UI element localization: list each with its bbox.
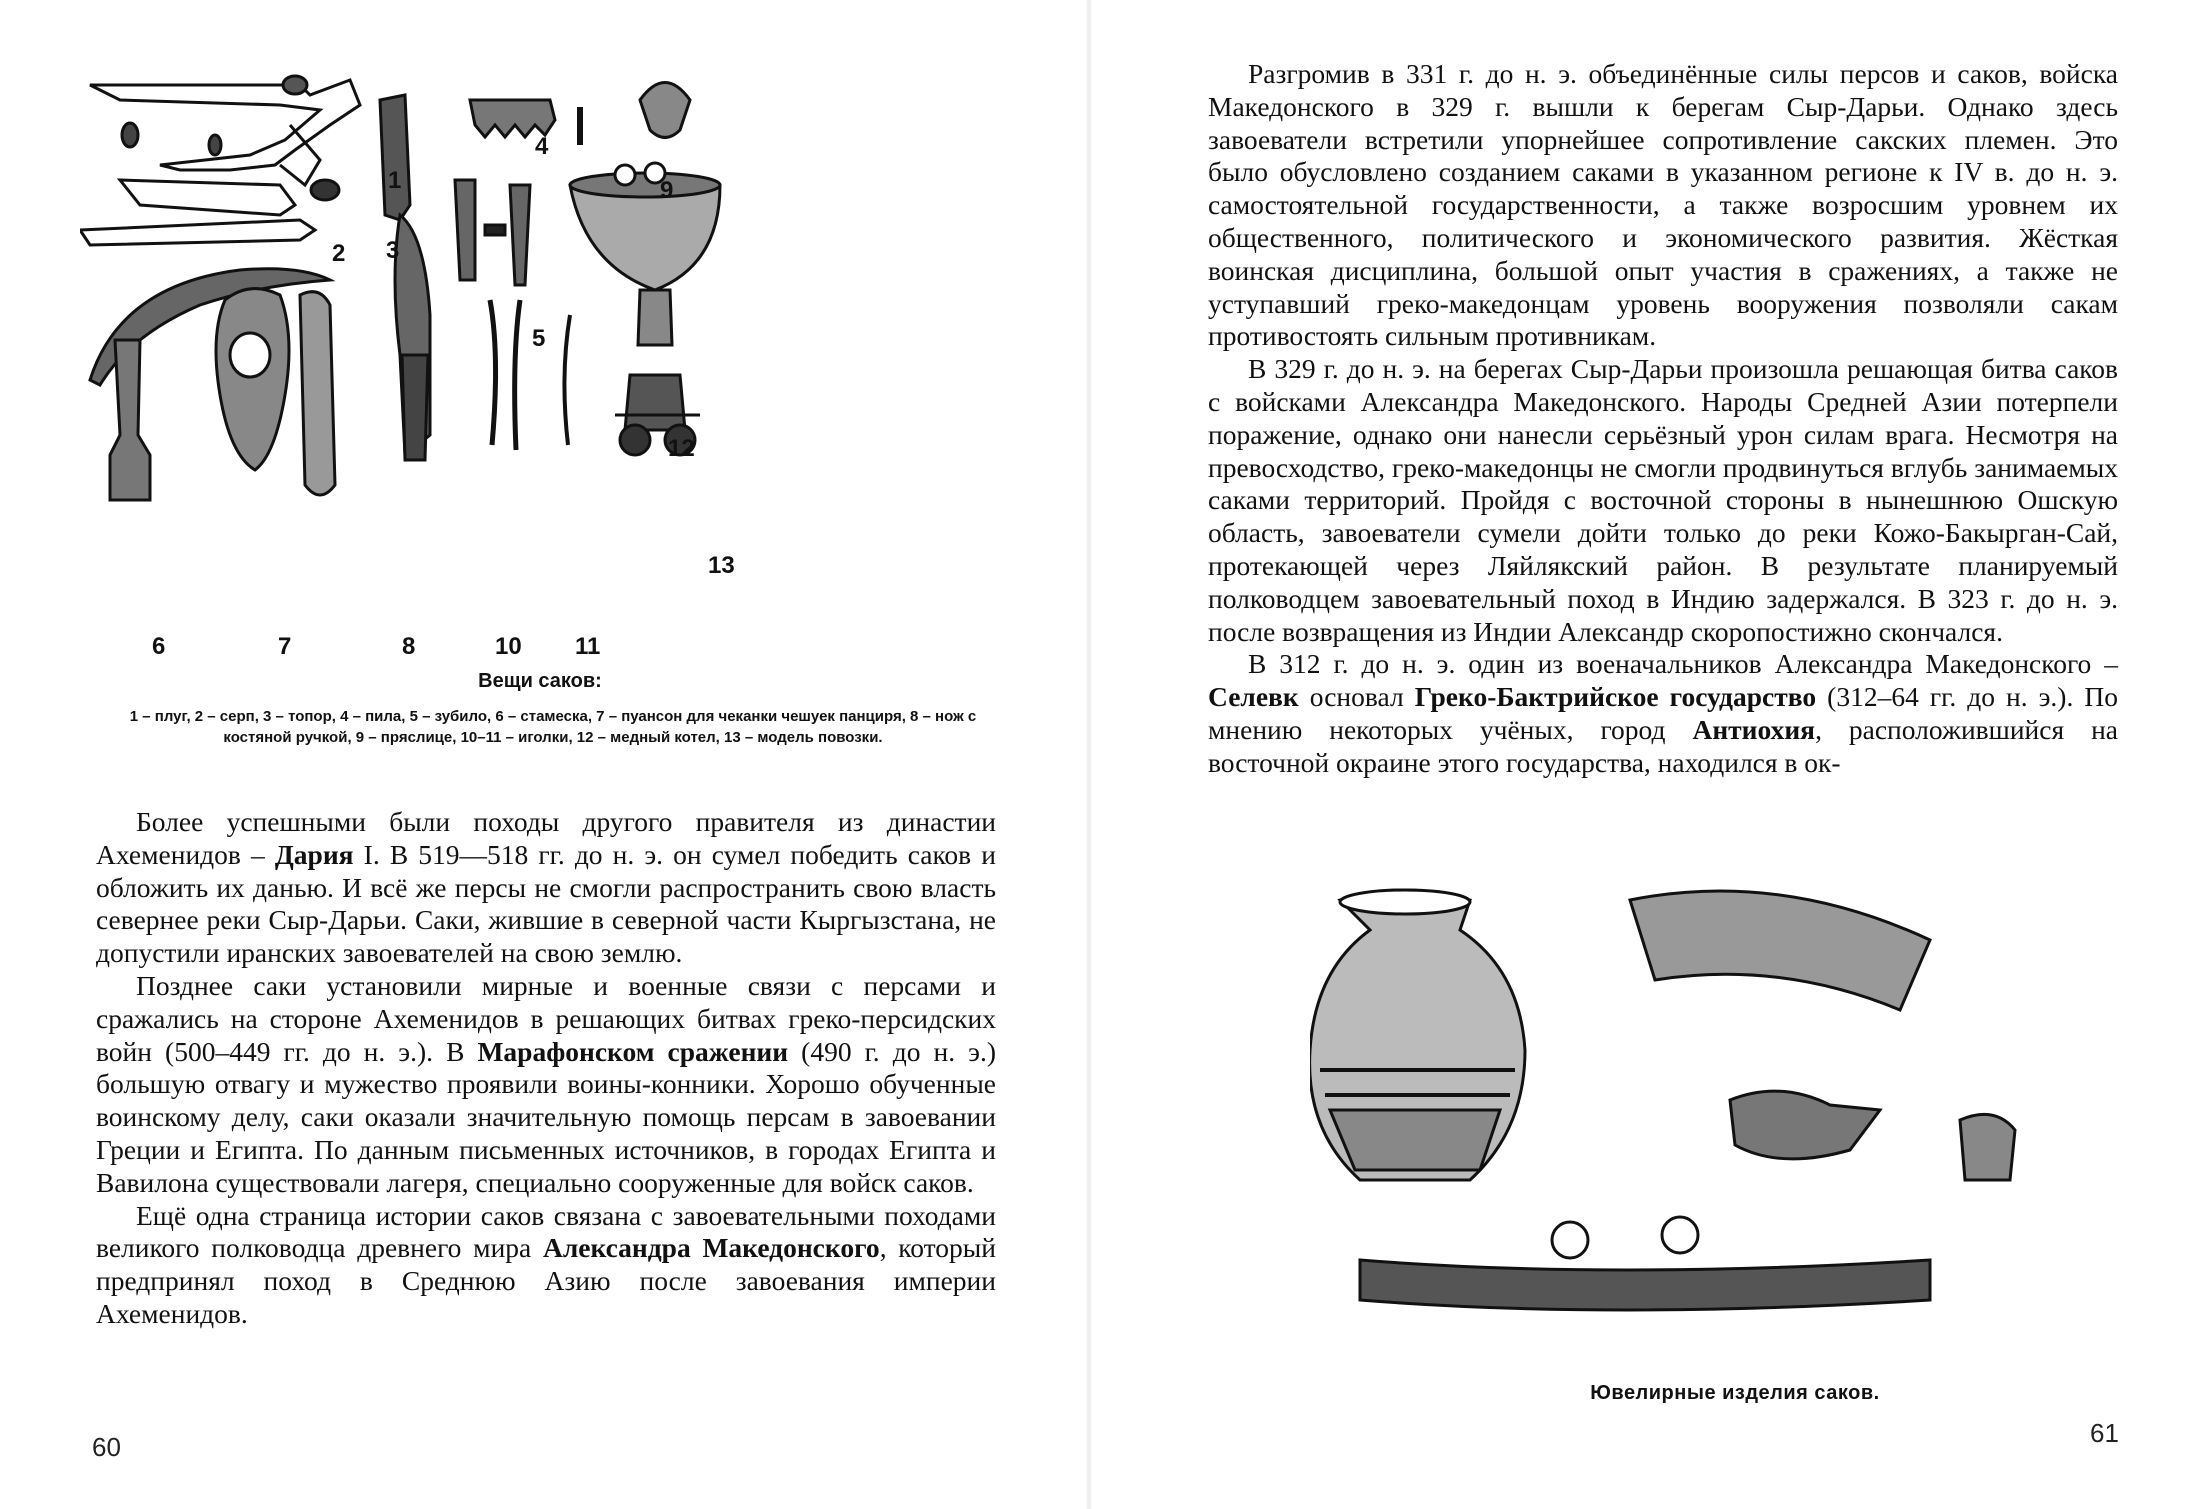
- saka-tools-illustration: [80, 55, 1040, 665]
- paragraph: [96, 970, 996, 1200]
- text-run: , который предпринял поход в Среднюю Азию после завоевания империи Ахеменидов.: [96, 1232, 997, 1329]
- figure-number: 8: [402, 633, 416, 660]
- text-run: (490 г. до н. э.) большую отвагу и мужество проявили воины-конники. Хорошо обученные воинскому делу, саки оказали значительную помощь персам в завоевании Греции и Египта. По данным письменных источников, в городах Египта и Вавилона существовали лагеря, специально сооруженные для войск саков.: [96, 1035, 996, 1198]
- figure-number: 6: [152, 633, 166, 660]
- text-run: Разгромив в 331 г. до н. э. объединённые силы персов и саков, войска Македонского в 329 г. вышли к берегам Сыр-Дарьи. Однако здесь завоеватели встретили упорнейшее сопротивление сакских племен. Это было обусловлено созданием саками в указанном регионе к IV в. до н. э. самостоятельной государственности, а также возросшим уровнем их общественного, политического и экономического развития. Жёсткая воинская дисциплина, большой опыт участия в сражениях, а также не уступавший греко-македонцам уровень вооружения позволяли сакам противостоять сильным противникам.: [1208, 58, 2118, 352]
- bold-term: Греко-Бактрийское государство: [1414, 681, 1817, 713]
- figure-number: 3: [386, 237, 400, 264]
- left-page: [0, 0, 1090, 1509]
- bold-term: Марафонском сражении: [477, 1035, 789, 1067]
- text-run: Ещё одна страница истории саков связана с завоевательными походами великого полководца древнего мира: [96, 1199, 996, 1264]
- figure-number: 1: [388, 167, 402, 194]
- figure-number: 9: [660, 177, 674, 204]
- figure-number: 12: [668, 435, 695, 462]
- figure-number: 13: [708, 552, 735, 579]
- paragraph: [96, 806, 996, 970]
- paragraph: [1208, 58, 2118, 353]
- page-number: 60: [92, 1432, 121, 1462]
- text-run: , расположившийся на восточной окраине этого государства, находился в ок-: [1208, 713, 2118, 778]
- jewelry-caption: Ювелирные изделия саков.: [1590, 1382, 1880, 1404]
- text-run: В 329 г. до н. э. на берегах Сыр-Дарьи произошла решающая битва саков с войсками Александра Македонского. Народы Средней Азии потерпели поражение, однако они нанесли серьёзный урон силам врага. Несмотря на превосходство, греко-македонцы не смогли продвинуться вглубь занимаемых саками территорий. Пройдя с восточной стороны в нынешнюю Ошскую область, завоеватели сумели дойти только до реки Кожо-Бакырган-Сай, протекающей через Ляйлякский район. В результате планируемый полководцем завоевательный поход в Индию задержался. В 323 г. до н. э. после возвращения из Индии Александр скоропостижно скончался.: [1208, 353, 2118, 647]
- right-body-text: [1208, 58, 2118, 780]
- text-run: Позднее саки установили мирные и военные связи с персами и сражались на стороне Ахеменидов в решающих битвах греко-персидских войн (500–449 гг. до н. э.). В: [96, 969, 996, 1067]
- figure-number: 10: [495, 633, 522, 660]
- page-number: 61: [2090, 1418, 2119, 1448]
- saka-jewelry-illustration: [1310, 880, 2160, 1360]
- paragraph: [1208, 648, 2118, 779]
- figure-number: 11: [575, 633, 601, 660]
- saka-jewelry-figure: [1310, 880, 2160, 1360]
- text-run: В 312 г. до н. э. один из военачальников Александра Македонского –: [1248, 648, 2118, 680]
- bold-term: Александра Македонского: [542, 1232, 880, 1264]
- saka-tools-figure: [80, 55, 1040, 665]
- bold-term: Дария: [274, 838, 354, 870]
- text-run: I. В 519—518 гг. до н. э. он сумел победить саков и обложить их данью. И всё же персы не смогли распространить свою власть севернее реки Сыр-Дарьи. Саки, жившие в северной части Кыргызстана, не допустили иранских завоевателей на свою землю.: [96, 838, 996, 969]
- figure-number: 4: [535, 133, 549, 160]
- text-run: (312–64 гг. до н. э.). По мнению некоторых учёных, город: [1208, 681, 2118, 745]
- paragraph: [1208, 353, 2118, 648]
- bold-term: Антиохия: [1692, 713, 1816, 745]
- figure-caption-text: 1 – плуг, 2 – серп, 3 – топор, 4 – пила, 5 – зубило, 6 – стамеска, 7 – пуансон для чеканки чешуек панциря, 8 – нож с костяной ручкой, 9 – пряслице, 10–11 – иголки, 12 – медный котел, 13 – модель повозки.: [129, 708, 977, 746]
- left-body-text: [96, 806, 996, 1331]
- right-page: [1090, 0, 2189, 1509]
- figure-number: 2: [332, 240, 346, 267]
- paragraph: [96, 1200, 996, 1331]
- figure-number: 7: [278, 633, 292, 660]
- text-run: Более успешными были походы другого правителя из династии Ахеменидов –: [96, 806, 996, 870]
- text-run: основал: [1298, 681, 1415, 713]
- bold-term: Селевк: [1208, 681, 1299, 713]
- figure-caption-title: Вещи саков:: [478, 670, 602, 692]
- figure-number: 5: [532, 325, 546, 352]
